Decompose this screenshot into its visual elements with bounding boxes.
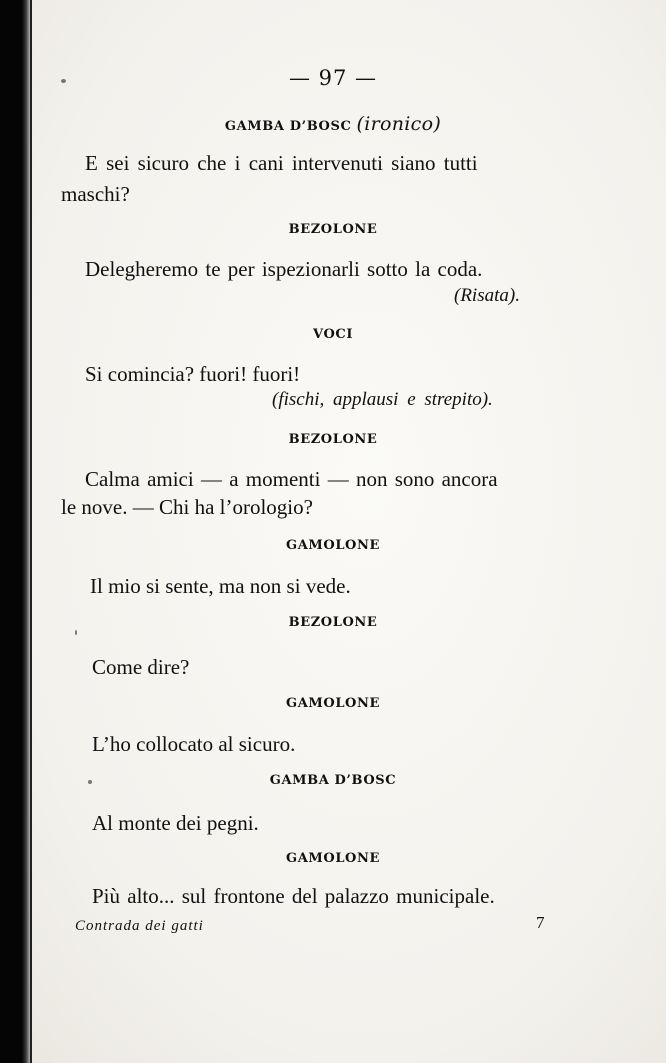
stage-direction: (fischi, applausi e strepito). (272, 389, 493, 410)
dialogue-line: Più alto... sul frontone del palazzo municipale. (92, 884, 495, 908)
speaker-name: VOCI (312, 327, 353, 342)
dialogue-line: L’ho collocato al sicuro. (92, 732, 296, 756)
dialogue-line: Si comincia? fuori! fuori! (85, 362, 301, 386)
speaker-name (0, 113, 666, 135)
dialogue-line: Al monte dei pegni. (92, 811, 259, 835)
speaker-name: BEZOLONE (288, 432, 378, 447)
dialogue-line: E sei sicuro che i cani intervenuti siano tutti (85, 151, 478, 175)
speaker-name: BEZOLONE (288, 222, 378, 237)
speaker-name: GAMOLONE (286, 696, 380, 711)
speaker-name: GAMOLONE (286, 538, 380, 553)
speaker-name: GAMOLONE (286, 851, 380, 866)
footer-running-title: Contrada dei gatti (75, 918, 204, 934)
dialogue-line: le nove. — Chi ha l’orologio? (61, 495, 313, 519)
print-speck (75, 630, 77, 635)
stage-direction: (Risata). (454, 285, 520, 306)
dialogue-line: Delegheremo te per ispezionarli sotto la coda. (85, 257, 483, 281)
speaker-label: GAMBA D’BOSC (224, 119, 352, 134)
stage-direction: (ironico) (356, 113, 442, 135)
dialogue-line: Il mio si sente, ma non si vede. (90, 574, 351, 598)
book-binding (0, 0, 30, 1063)
dialogue-line: Come dire? (92, 655, 190, 679)
speaker-name: GAMBA D’BOSC (269, 773, 397, 788)
dialogue-line: Calma amici — a momenti — non sono ancora (85, 467, 498, 491)
speaker-name: BEZOLONE (288, 615, 378, 630)
page-number: — 97 — (288, 66, 378, 90)
signature-mark: 7 (536, 913, 545, 932)
binding-edge (30, 0, 32, 1063)
dialogue-line: maschi? (61, 182, 130, 206)
